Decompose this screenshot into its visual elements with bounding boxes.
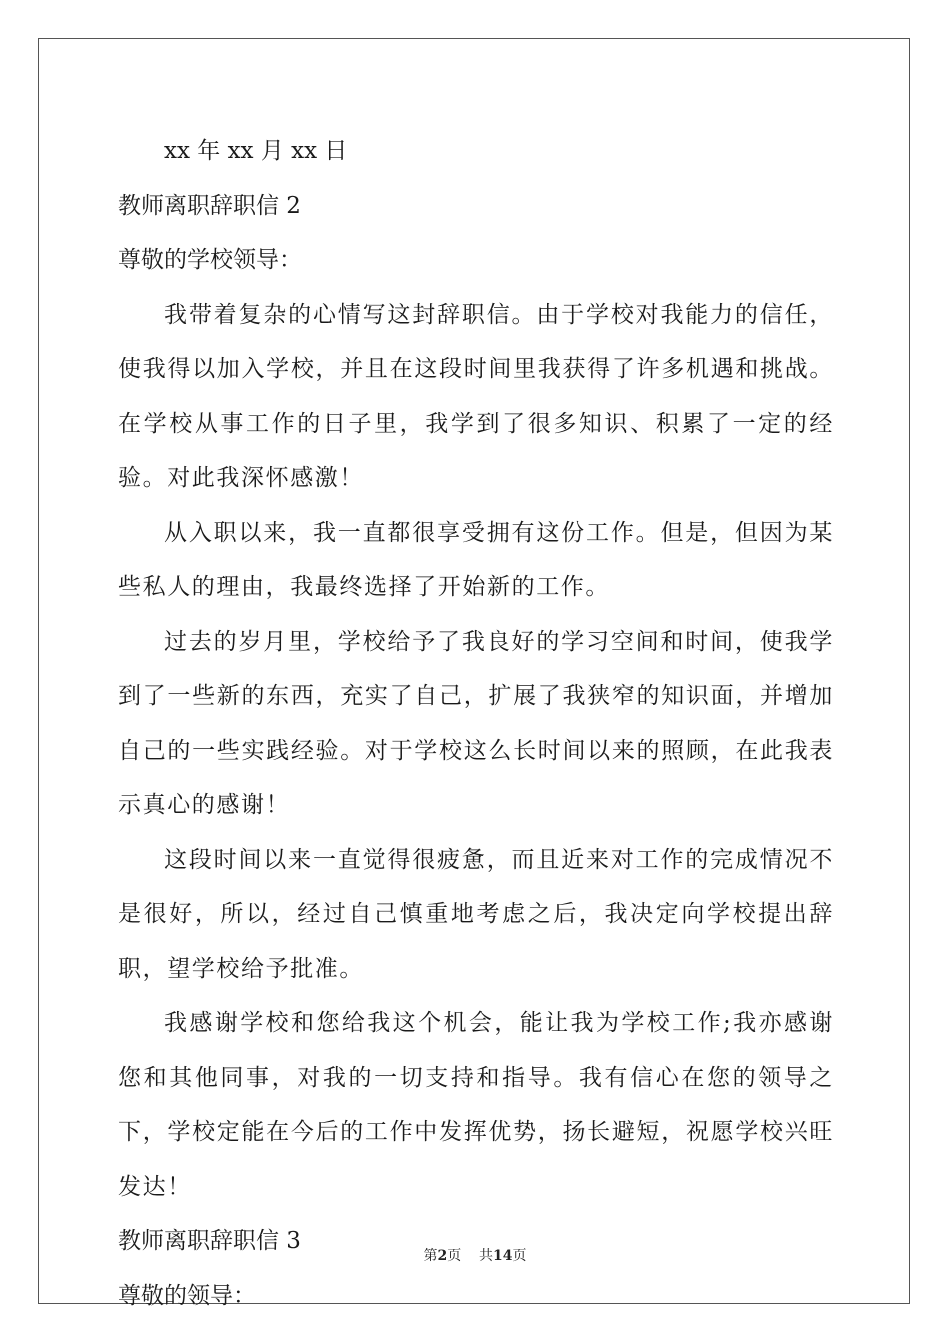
body-paragraph: 过去的岁月里，学校给予了我良好的学习空间和时间，使我学到了一些新的东西，充实了自己，扩展了我狭窄的知识面，并增加自己的一些实践经验。对于学校这么长时间以来的照顾，在此我表示真心的感谢！ bbox=[118, 628, 834, 818]
document-body bbox=[118, 124, 834, 1323]
date-line: xx 年 xx 月 xx 日 bbox=[164, 138, 348, 164]
salutation: 尊敬的学校领导： bbox=[118, 247, 302, 273]
body-paragraph: 从入职以来，我一直都很享受拥有这份工作。但是，但因为某些私人的理由，我最终选择了开始新的工作。 bbox=[118, 519, 834, 600]
page-suffix: 页 bbox=[447, 1248, 462, 1264]
total-pages: 14 bbox=[493, 1248, 513, 1264]
letter-heading: 教师离职辞职信 2 bbox=[118, 192, 301, 219]
total-prefix: 共 bbox=[479, 1248, 494, 1264]
letter-heading: 教师离职辞职信 3 bbox=[118, 1228, 301, 1254]
body-paragraph: 我带着复杂的心情写这封辞职信。由于学校对我能力的信任，使我得以加入学校，并且在这段时间里我获得了许多机遇和挑战。在学校从事工作的日子里，我学到了很多知识、积累了一定的经验。对此我深怀感激！ bbox=[118, 301, 834, 491]
body-paragraph: 这段时间以来一直觉得很疲惫，而且近来对工作的完成情况不是很好，所以，经过自己慎重地考虑之后，我决定向学校提出辞职，望学校给予批准。 bbox=[118, 846, 834, 982]
total-suffix: 页 bbox=[512, 1248, 527, 1264]
page-prefix: 第 bbox=[423, 1248, 438, 1264]
body-paragraph: 我感谢学校和您给我这个机会，能让我为学校工作;我亦感谢您和其他同事，对我的一切支持和指导。我有信心在您的领导之下，学校定能在今后的工作中发挥优势，扬长避短，祝愿学校兴旺发达！ bbox=[118, 1010, 834, 1200]
salutation: 尊敬的领导： bbox=[118, 1282, 256, 1309]
page-footer bbox=[0, 1245, 950, 1265]
page-number: 2 bbox=[437, 1248, 448, 1264]
